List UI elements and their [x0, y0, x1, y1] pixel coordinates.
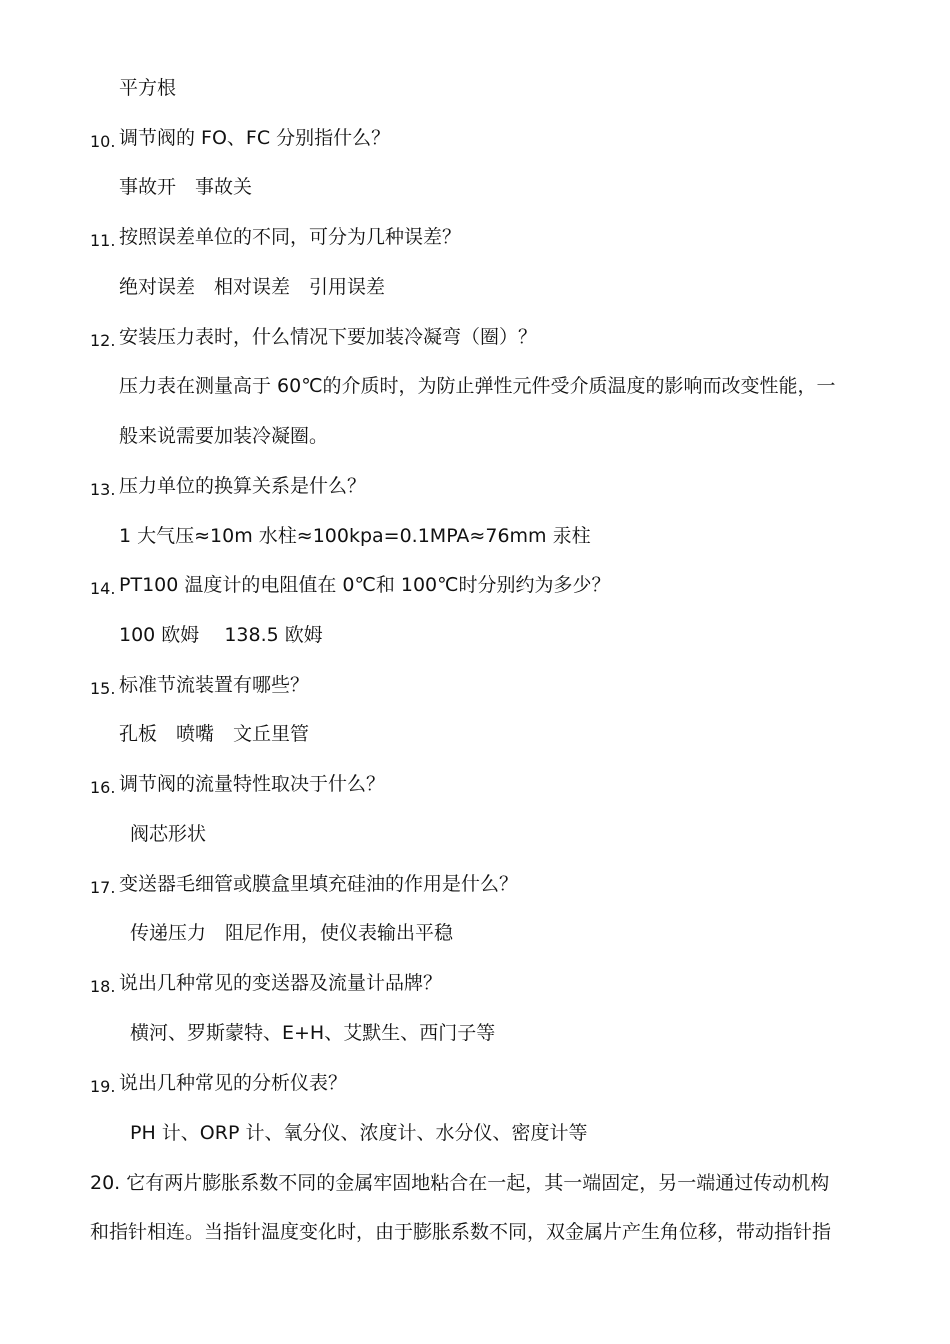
- answer-line: 100 欧姆 138.5 欧姆: [119, 624, 323, 646]
- question-number: 10.: [90, 132, 116, 151]
- answer-line: 绝对误差 相对误差 引用误差: [119, 276, 386, 298]
- question-text: 说出几种常见的分析仪表？: [119, 1072, 348, 1094]
- answer-line: PH 计、ORP 计、氧分仪、浓度计、水分仪、密度计等: [130, 1122, 588, 1144]
- question-number: 15.: [90, 679, 116, 698]
- question-line: [90, 771, 385, 801]
- answer-line: 孔板 喷嘴 文丘里管: [119, 723, 310, 745]
- answer-line: 事故开 事故关: [119, 176, 253, 198]
- question-text: 说出几种常见的变送器及流量计品牌？: [119, 972, 443, 994]
- question-text: 标准节流装置有哪些？: [119, 674, 310, 696]
- question-number: 12.: [90, 331, 116, 350]
- answer-line: 传递压力 阻尼作用，使仪表输出平稳: [130, 922, 454, 944]
- question-number: 19.: [90, 1077, 116, 1096]
- question-text: 变送器毛细管或膜盒里填充硅油的作用是什么？: [119, 873, 519, 895]
- question-text: 按照误差单位的不同，可分为几种误差？: [119, 226, 462, 248]
- question-line: [90, 224, 461, 254]
- question-line: [90, 473, 366, 503]
- paragraph-line: 20. 它有两片膨胀系数不同的金属牢固地粘合在一起，其一端固定，另一端通过传动机构: [90, 1172, 830, 1194]
- answer-line: 压力表在测量高于 60℃的介质时，为防止弹性元件受介质温度的影响而改变性能，一: [119, 375, 836, 397]
- question-line: [90, 1070, 347, 1100]
- paragraph-line: 和指针相连。当指针温度变化时，由于膨胀系数不同，双金属片产生角位移，带动指针指: [90, 1221, 832, 1243]
- question-text: 调节阀的 FO、FC 分别指什么？: [119, 127, 391, 149]
- question-number: 17.: [90, 878, 116, 897]
- answer-line: 1 大气压≈10m 水柱≈100kpa=0.1MPA≈76mm 汞柱: [119, 525, 591, 547]
- question-line: [90, 324, 537, 354]
- question-text: 调节阀的流量特性取决于什么？: [119, 773, 386, 795]
- question-line: [90, 572, 610, 602]
- question-line: [90, 970, 442, 1000]
- question-number: 18.: [90, 977, 116, 996]
- question-line: [90, 125, 390, 155]
- question-number: 13.: [90, 480, 116, 499]
- question-text: PT100 温度计的电阻值在 0℃和 100℃时分别约为多少？: [119, 574, 611, 596]
- answer-line: 横河、罗斯蒙特、E+H、艾默生、西门子等: [130, 1022, 496, 1044]
- question-number: 14.: [90, 579, 116, 598]
- answer-line: 阀芯形状: [130, 823, 207, 845]
- question-number: 11.: [90, 231, 116, 250]
- question-line: [90, 871, 518, 901]
- question-line: [90, 672, 309, 702]
- answer-line: 般来说需要加装冷凝圈。: [119, 425, 329, 447]
- answer-line: 平方根: [119, 77, 177, 99]
- question-number: 16.: [90, 778, 116, 797]
- question-text: 压力单位的换算关系是什么？: [119, 475, 367, 497]
- question-text: 安装压力表时，什么情况下要加装冷凝弯（圈）？: [119, 326, 538, 348]
